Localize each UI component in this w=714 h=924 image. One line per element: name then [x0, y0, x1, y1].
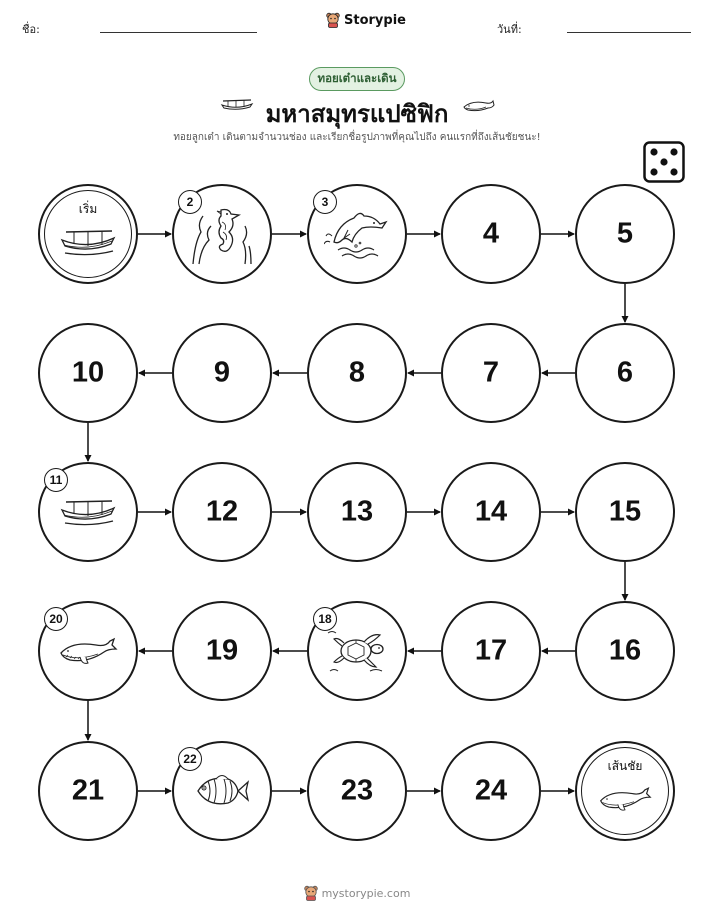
start-space[interactable] — [38, 184, 138, 284]
outrigger-canoe-icon — [58, 226, 118, 258]
board-space-5[interactable]: 5 — [575, 184, 675, 284]
board-space-11[interactable] — [38, 462, 138, 562]
date-label: วันที่: — [497, 23, 522, 36]
storypie-bear-icon — [304, 885, 318, 901]
whale-icon — [598, 784, 652, 814]
footer-url[interactable]: mystorypie.com — [321, 886, 411, 900]
outrigger-canoe-icon — [58, 496, 118, 528]
board-space-12[interactable]: 12 — [172, 462, 272, 562]
board-space-16[interactable]: 16 — [575, 601, 675, 701]
board-space-13[interactable]: 13 — [307, 462, 407, 562]
board-space-17[interactable]: 17 — [441, 601, 541, 701]
space-number-badge: 2 — [178, 190, 202, 214]
finish-space[interactable] — [575, 741, 675, 841]
board-space-18[interactable] — [307, 601, 407, 701]
board-space-20[interactable] — [38, 601, 138, 701]
board-space-19[interactable]: 19 — [172, 601, 272, 701]
board-space-9[interactable]: 9 — [172, 323, 272, 423]
start-label: เริ่ม — [78, 202, 98, 216]
space-number-badge: 11 — [44, 468, 68, 492]
seahorse-icon — [187, 202, 257, 266]
board-space-7[interactable]: 7 — [441, 323, 541, 423]
space-number-badge: 3 — [313, 190, 337, 214]
board-space-22[interactable] — [172, 741, 272, 841]
board-space-4[interactable]: 4 — [441, 184, 541, 284]
dolphin-icon — [324, 206, 390, 262]
board-space-6[interactable]: 6 — [575, 323, 675, 423]
board-space-10[interactable]: 10 — [38, 323, 138, 423]
board-space-8[interactable]: 8 — [307, 323, 407, 423]
board-space-14[interactable]: 14 — [441, 462, 541, 562]
board-space-23[interactable]: 23 — [307, 741, 407, 841]
whale-icon — [58, 635, 118, 667]
board-space-3[interactable] — [307, 184, 407, 284]
board-space-2[interactable] — [172, 184, 272, 284]
finish-label: เส้นชัย — [607, 759, 643, 773]
game-type-badge: ทอยเต๋าและเดิน — [309, 67, 405, 91]
board-space-21[interactable]: 21 — [38, 741, 138, 841]
space-number-badge: 20 — [44, 607, 68, 631]
space-number-badge: 22 — [178, 747, 202, 771]
page-title: มหาสมุทรแปซิฟิก — [265, 100, 449, 128]
footer — [0, 885, 714, 901]
name-label: ชื่อ: — [22, 23, 40, 36]
clownfish-icon — [194, 770, 250, 812]
storypie-logo: Storypie — [326, 12, 406, 28]
instructions: ทอยลูกเต๋า เดินตามจำนวนช่อง และเรียกชื่อรูปภาพที่คุณไปถึง คนแรกที่ถึงเส้นชัยชนะ! — [173, 132, 541, 143]
sea-turtle-icon — [326, 627, 388, 675]
board-space-15[interactable]: 15 — [575, 462, 675, 562]
space-number-badge: 18 — [313, 607, 337, 631]
board-space-24[interactable]: 24 — [441, 741, 541, 841]
